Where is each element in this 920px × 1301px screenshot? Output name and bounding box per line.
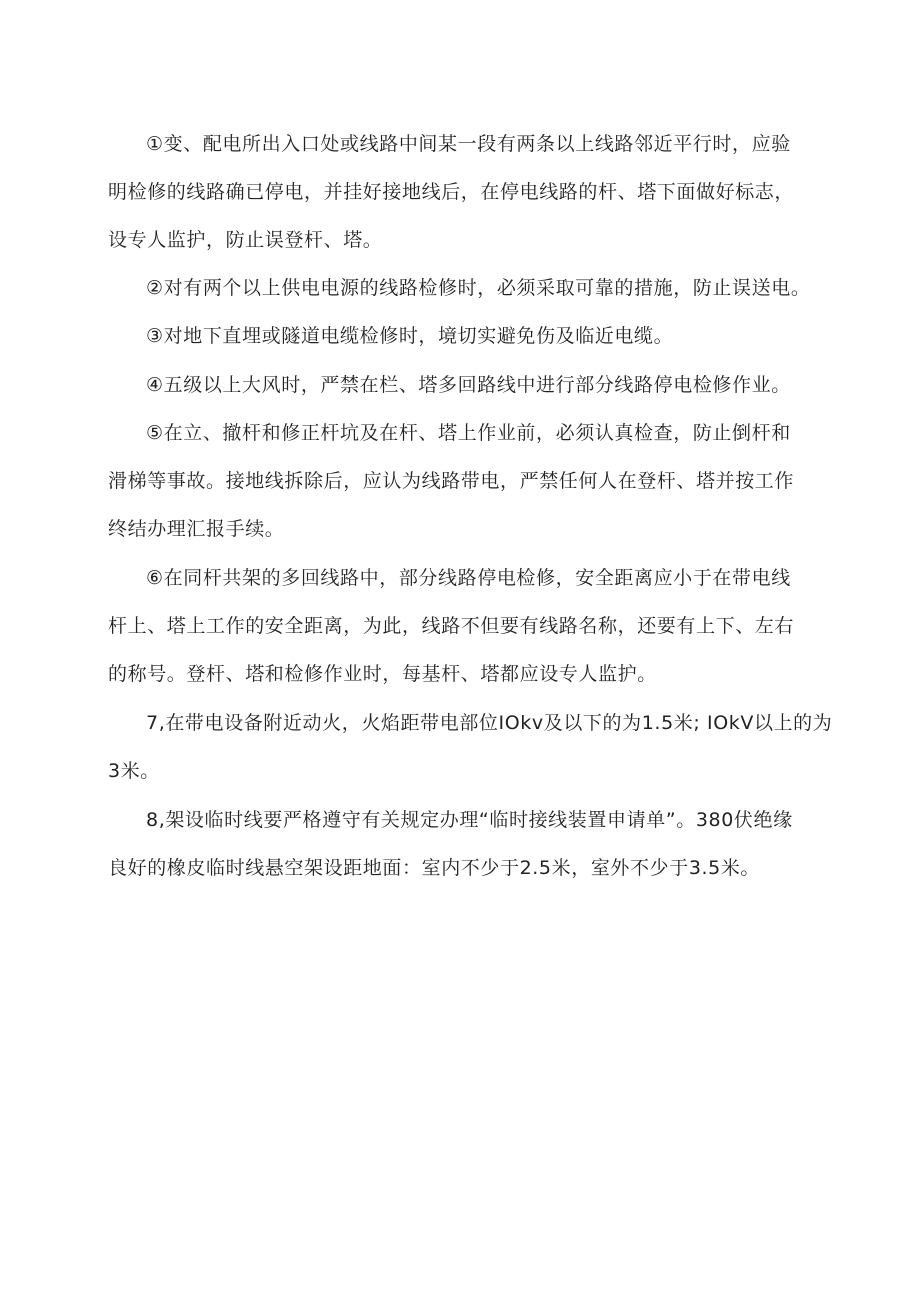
item-6-line-3: 的称号。登杆、塔和检修作业时，每基杆、塔都应设专人监护。 [108,663,657,685]
item-7-line-1: 7,在带电设备附近动火，火焰距带电部位IOkv及以下的为1.5米; IOkV以上的为 [146,712,833,734]
item-1-line-3: 设专人监护，防止误登杆、塔。 [108,229,383,251]
item-1-line-2: 明检修的线路确已停电，并挂好接地线后，在停电线路的杆、塔下面做好标志， [108,181,795,203]
item-4-line-1: ④五级以上大风时，严禁在栏、塔多回路线中进行部分线路停电检修作业。 [146,374,791,396]
item-3-line-1: ③对地下直埋或隧道电缆检修时，境切实避免伤及临近电缆。 [146,325,674,347]
item-8-line-2: 良好的橡皮临时线悬空架设距地面：室内不少于2.5米，室外不少于3.5米。 [108,857,761,879]
item-7-line-2: 3米。 [108,760,160,782]
item-5-line-3: 终结办理汇报手续。 [108,518,285,540]
item-5-line-2: 滑梯等事故。接地线拆除后，应认为线路带电，严禁任何人在登杆、塔并按工作 [108,470,795,492]
item-1-line-1: ①变、配电所出入口处或线路中间某一段有两条以上线路邻近平行时，应验 [146,133,791,155]
item-2-line-1: ②对有两个以上供电电源的线路检修时，必须采取可靠的措施，防止误送电。 [146,277,811,299]
item-8-line-1: 8,架设临时线要严格遵守有关规定办理“临时接线装置申请单”。380伏绝缘 [146,809,793,831]
item-6-line-2: 杆上、塔上工作的安全距离，为此，线路不但要有线路名称，还要有上下、左右 [108,615,795,637]
item-5-line-1: ⑤在立、撤杆和修正杆坑及在杆、塔上作业前，必须认真检查，防止倒杆和 [146,422,791,444]
item-6-line-1: ⑥在同杆共架的多回线路中，部分线路停电检修，安全距离应小于在带电线 [146,567,791,589]
